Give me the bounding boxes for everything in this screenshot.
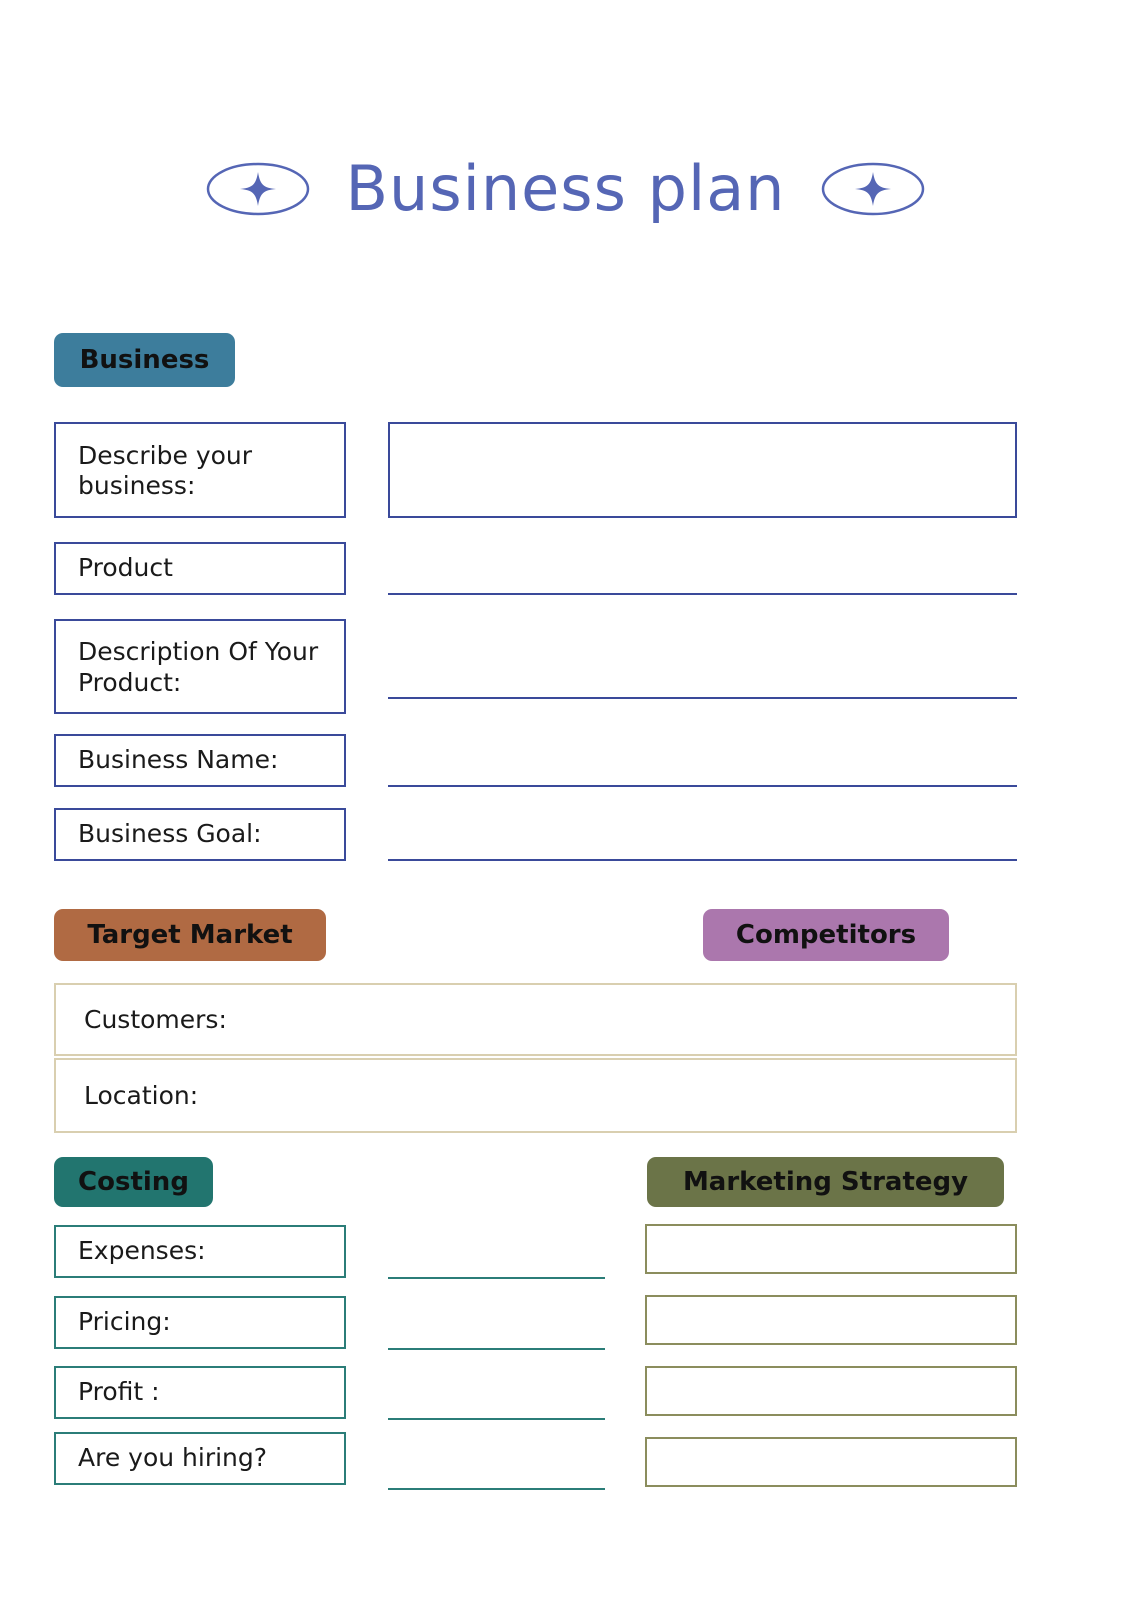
field-input-describe-business[interactable]: [388, 422, 1017, 518]
section-tag-competitors: Competitors: [703, 909, 949, 961]
field-label-pricing: Pricing:: [54, 1296, 346, 1349]
field-label-product: Product: [54, 542, 346, 595]
section-tag-marketing-strategy: Marketing Strategy: [647, 1157, 1004, 1207]
field-label-customers: Customers:: [84, 1005, 227, 1034]
marketing-strategy-box-4[interactable]: [645, 1437, 1017, 1487]
marketing-strategy-box-3[interactable]: [645, 1366, 1017, 1416]
field-label-profit: Profit :: [54, 1366, 346, 1419]
field-label-business-goal: Business Goal:: [54, 808, 346, 861]
field-label-location: Location:: [84, 1081, 199, 1110]
section-tag-costing: Costing: [54, 1157, 213, 1207]
field-input-profit[interactable]: [388, 1418, 605, 1420]
field-label-expenses: Expenses:: [54, 1225, 346, 1278]
field-customers[interactable]: [54, 983, 1017, 1056]
field-label-hiring: Are you hiring?: [54, 1432, 346, 1485]
marketing-strategy-box-1[interactable]: [645, 1224, 1017, 1274]
section-tag-target-market: Target Market: [54, 909, 326, 961]
sparkle-icon: [821, 160, 925, 218]
field-label-business-name: Business Name:: [54, 734, 346, 787]
marketing-strategy-box-2[interactable]: [645, 1295, 1017, 1345]
field-input-business-name[interactable]: [388, 785, 1017, 787]
field-input-expenses[interactable]: [388, 1277, 605, 1279]
field-input-business-goal[interactable]: [388, 859, 1017, 861]
field-input-pricing[interactable]: [388, 1348, 605, 1350]
section-tag-business: Business: [54, 333, 235, 387]
field-input-product[interactable]: [388, 593, 1017, 595]
page-title: Business plan: [345, 152, 786, 225]
field-input-hiring[interactable]: [388, 1488, 605, 1490]
sparkle-icon: [206, 160, 310, 218]
page-header: [0, 152, 1131, 225]
field-location[interactable]: [54, 1058, 1017, 1133]
field-input-product-description[interactable]: [388, 697, 1017, 699]
field-label-product-description: Description Of Your Product:: [54, 619, 346, 714]
field-label-describe-business: Describe your business:: [54, 422, 346, 518]
